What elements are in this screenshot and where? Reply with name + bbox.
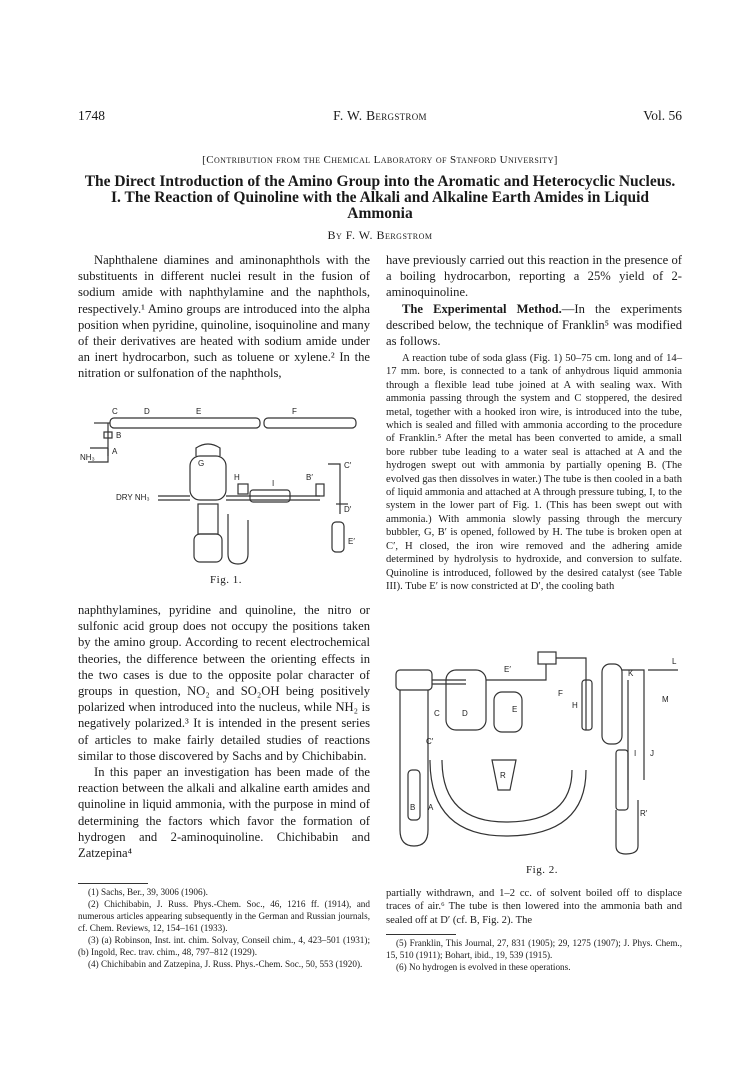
footnote: (2) Chichibabin, J. Russ. Phys.-Chem. Soc., 46, 1216 ff. (1914), and numerous articles appearing subsequently in the German and Russian journals, cf. Chem. Reviews, 12, 154–161 (1933). [78, 899, 370, 933]
fig2-label: E′ [504, 665, 511, 674]
figure-2-apparatus [386, 650, 682, 856]
byline: By F. W. Bergstrom [327, 228, 433, 242]
body-paragraph: In this paper an investigation has been made of the reaction between the alkali and alkaline earth amides and quinoline in liquid ammonia, with the purpose in mind of determining the factors which favor the formation of hydrogen and 2-aminoquinoline. Chichibabin and Zatzepina⁴ [78, 765, 370, 861]
footnote: (1) Sachs, Ber., 39, 3006 (1906). [88, 887, 208, 897]
fig2-label: C′ [426, 737, 434, 746]
fig2-label: D [462, 709, 468, 718]
fig2-label: E [512, 705, 518, 714]
fig1-label: B [116, 431, 122, 440]
body-paragraph: Naphthalene diamines and aminonaphthols with the substituents in different nuclei result in the fusion of sodium amide with naphthylamine and the naphthols, respectively.¹ Amino groups are introduced into the alpha position when pyridine, quinoline, isoquinoline and many of their derivatives are heated with sodium amide under an inert hydrocarbon, such as toluene or xylene.² In the nitration or sulfonation of the naphthols, [78, 253, 370, 381]
footnotes-right [386, 937, 682, 973]
fig2-label: R [500, 771, 506, 780]
body-paragraph: —In the experiments described below, the technique of Franklin⁵ was modified as follows. [386, 301, 682, 349]
figure-1-caption: Fig. 1. [210, 574, 242, 586]
fig2-label: F [558, 689, 563, 698]
footnote: (3) (a) Robinson, Inst. int. chim. Solvay, Conseil chim., 4, 423–501 (1931); (b) Ingold, Rec. trav. chim., 48, 797–812 (1929). [78, 935, 370, 957]
fig1-label: F [292, 407, 297, 416]
fig1-label: G [198, 459, 205, 468]
fig1-label: C [112, 407, 118, 416]
small-print-paragraph: partially withdrawn, and 1–2 cc. of solvent boiled off to displace traces of air.⁶ The tube is then lowered into the ammonia bath and sealed off at D′ (cf. B, Fig. 2). The [386, 888, 682, 926]
fig1-label: C′ [344, 461, 352, 470]
fig1-label: E [196, 407, 202, 416]
footnotes-left [78, 886, 370, 970]
body-paragraph-continued: have previously carried out this reaction in the presence of a boiling hydrocarbon, reporting a 25% yield of 2-aminoquinoline. [386, 253, 682, 300]
fig2-label: M [662, 695, 669, 704]
figure-1-apparatus [78, 404, 370, 572]
running-header [78, 108, 682, 128]
body-paragraph-continued: naphthylamines, pyridine and quinoline, the nitro or sulfonic acid group does not occupy the positions taken by the amino group. According to recent electrochemical theories, the difference between the orienting effects in the two cases is due to the opposite polar character of groups in question, NO₂ and SO₂OH being positively polarized when introduced into the nucleus, while NH₂ is negatively polarized.³ It is intended in the present series of articles to make fairly detailed studies of reactions similar to those discovered by Sachs and by Chichibabin. [78, 603, 370, 763]
fig1-label: B′ [306, 473, 313, 482]
fig1-label: NH₃ [80, 453, 95, 462]
footnote: (6) No hydrogen is evolved in these operations. [396, 962, 571, 972]
fig1-label: DRY NH₃ [116, 493, 150, 502]
footnote-rule [78, 883, 148, 884]
footnote: (4) Chichibabin and Zatzepina, J. Russ. Phys.-Chem. Soc., 50, 553 (1920). [88, 959, 363, 969]
fig2-label: K [628, 669, 634, 678]
fig2-label: L [672, 657, 677, 666]
fig2-label: A [428, 803, 434, 812]
header-author: F. W. Bergstrom [333, 108, 427, 123]
figure-2-caption: Fig. 2. [526, 864, 558, 876]
fig2-label: R′ [640, 809, 648, 818]
fig2-label: C [434, 709, 440, 718]
contribution-line: [Contribution from the Chemical Laboratory of Stanford University] [202, 154, 558, 166]
fig2-label: J [650, 749, 654, 758]
fig1-label: H [234, 473, 240, 482]
right-column-small-text [386, 352, 682, 593]
left-column-bottom [78, 602, 370, 861]
fig1-label: D [144, 407, 150, 416]
fig1-label: D′ [344, 505, 352, 514]
right-column-top [386, 252, 682, 349]
right-column-small-text-continued [386, 887, 682, 927]
footnote: (5) Franklin, This Journal, 27, 831 (1905); 29, 1275 (1907); J. Phys. Chem., 15, 510 (1911); Bohart, ibid., 19, 539 (1915). [386, 938, 682, 960]
fig1-label: E′ [348, 537, 355, 546]
small-print-paragraph: A reaction tube of soda glass (Fig. 1) 50–75 cm. long and of 14–17 mm. bore, is connected to a tank of anhydrous liquid ammonia through a flexible lead tube joined at A with sealing wax. With ammonia passing through the system and C stoppered, the desired metal, together with a hooked iron wire, is introduced into the tube, which is sealed and filled with ammonia according to the procedure of Franklin.⁵ After the metal has been converted to amide, a small bore rubber tube leading to a water seal is attached at A and the hydrogen swept out with ammonia by partially opening B. (The evolved gas then dissolves in water.) The tube is then cooled in a bath of liquid ammonia and attached at A through pressure tubing, I, to the system in the lower part of Fig. 1. (This has been swept out with ammonia.) With ammonia slowly passing through the mercury bubbler, G, B′ is opened, followed by H. The tube is broken open at C′, H closed, the iron wire removed and the adhering amide determined by hydrolysis to hydroxide, and conversion to sulfate. Quinoline is introduced, followed by the desired catalyst (see Table III). Tube E′ is now constricted at D′, the cooling bath [386, 353, 682, 592]
volume-number: Vol. 56 [643, 108, 682, 123]
article-title: The Direct Introduction of the Amino Group into the Aromatic and Heterocyclic Nucleus. I. The Reaction of Quinoline with the Alkali and Alkaline Earth Amides in Liquid Ammonia [84, 173, 676, 222]
fig1-label: A [112, 447, 118, 456]
fig2-label: B [410, 803, 416, 812]
page-number: 1748 [78, 108, 105, 123]
fig2-label: I [634, 749, 637, 758]
left-column-top [78, 252, 370, 382]
section-heading: The Experimental Method. [402, 301, 562, 316]
fig1-label: I [272, 479, 275, 488]
fig2-label: H [572, 701, 578, 710]
footnote-rule [386, 934, 456, 935]
